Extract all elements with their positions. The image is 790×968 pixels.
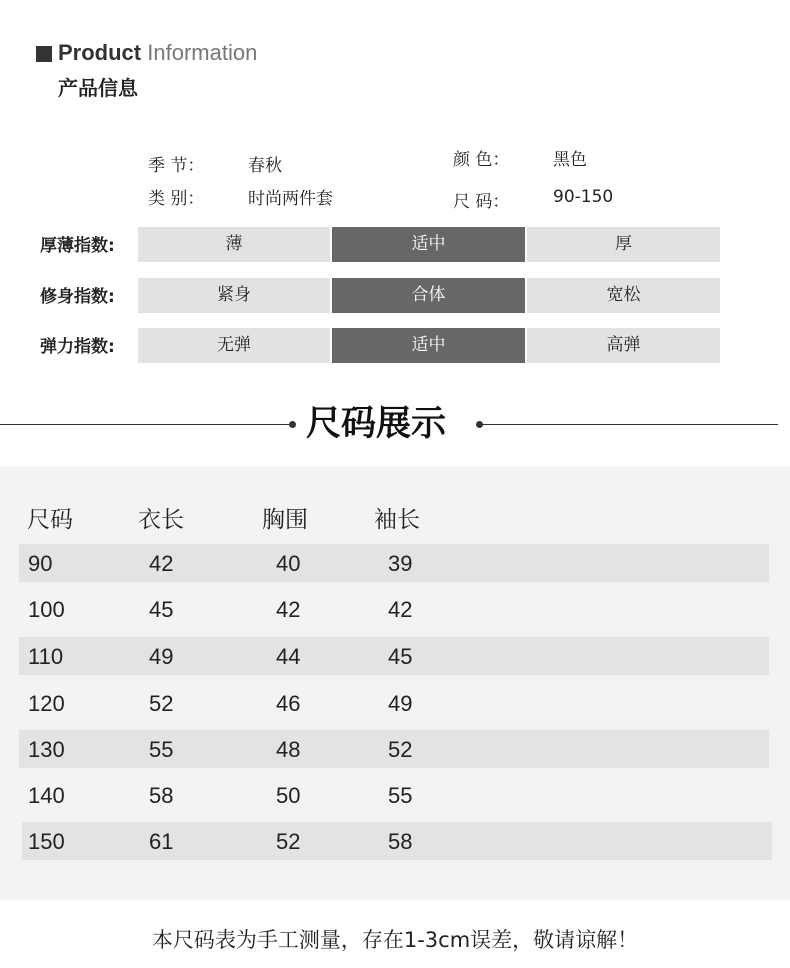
table-header-chest: 胸围 bbox=[262, 507, 308, 533]
section-rule-left bbox=[0, 424, 290, 425]
cell-length: 61 bbox=[149, 829, 174, 854]
cell-chest: 52 bbox=[276, 829, 301, 854]
cell-chest: 40 bbox=[276, 551, 301, 576]
thickness-option-thick: 厚 bbox=[527, 227, 720, 262]
category-value: 时尚两件套 bbox=[248, 189, 333, 209]
fit-index-label: 修身指数: bbox=[40, 287, 115, 307]
cell-chest: 44 bbox=[276, 644, 301, 669]
table-header-size: 尺码 bbox=[27, 507, 73, 533]
header-title-bold: Product bbox=[58, 40, 142, 65]
cell-sleeve: 58 bbox=[388, 829, 413, 854]
header-title-en bbox=[58, 40, 257, 66]
cell-length: 55 bbox=[149, 737, 174, 762]
table-row bbox=[19, 730, 769, 768]
size-value: 90-150 bbox=[553, 187, 614, 207]
cell-size: 120 bbox=[28, 691, 65, 716]
color-value: 黑色 bbox=[553, 150, 587, 170]
table-row bbox=[19, 776, 769, 814]
cell-size: 140 bbox=[28, 783, 65, 808]
cell-length: 45 bbox=[149, 597, 174, 622]
season-label: 季 节： bbox=[148, 156, 205, 176]
elasticity-option-none: 无弹 bbox=[138, 328, 330, 363]
category-label: 类 别： bbox=[148, 189, 205, 209]
cell-size: 100 bbox=[28, 597, 65, 622]
fit-option-regular: 合体 bbox=[332, 278, 525, 313]
elasticity-option-medium: 适中 bbox=[332, 328, 525, 363]
table-row bbox=[19, 684, 769, 722]
cell-sleeve: 52 bbox=[388, 737, 413, 762]
table-row bbox=[19, 544, 769, 582]
elasticity-index-label: 弹力指数: bbox=[40, 337, 115, 357]
cell-length: 58 bbox=[149, 783, 174, 808]
cell-size: 150 bbox=[28, 829, 65, 854]
header-square-icon bbox=[36, 46, 52, 62]
cell-chest: 42 bbox=[276, 597, 301, 622]
table-header-sleeve: 袖长 bbox=[374, 507, 420, 533]
table-row bbox=[19, 590, 769, 628]
cell-chest: 48 bbox=[276, 737, 301, 762]
header-title-light: Information bbox=[147, 40, 258, 65]
thickness-option-medium: 适中 bbox=[332, 227, 525, 262]
season-value: 春秋 bbox=[248, 156, 282, 176]
cell-sleeve: 45 bbox=[388, 644, 413, 669]
cell-length: 49 bbox=[149, 644, 174, 669]
cell-length: 52 bbox=[149, 691, 174, 716]
cell-sleeve: 49 bbox=[388, 691, 413, 716]
color-label: 颜 色： bbox=[453, 150, 510, 170]
cell-sleeve: 39 bbox=[388, 551, 413, 576]
cell-size: 90 bbox=[28, 551, 53, 576]
header-title-zh: 产品信息 bbox=[58, 76, 138, 100]
size-label: 尺 码： bbox=[453, 192, 510, 212]
cell-chest: 50 bbox=[276, 783, 301, 808]
cell-size: 130 bbox=[28, 737, 65, 762]
cell-length: 42 bbox=[149, 551, 174, 576]
table-row bbox=[19, 637, 769, 675]
cell-sleeve: 42 bbox=[388, 597, 413, 622]
cell-chest: 46 bbox=[276, 691, 301, 716]
thickness-option-thin: 薄 bbox=[138, 227, 330, 262]
footer-note: 本尺码表为手工测量，存在1-3cm误差，敬请谅解！ bbox=[151, 928, 639, 952]
fit-option-loose: 宽松 bbox=[527, 278, 720, 313]
thickness-index-label: 厚薄指数: bbox=[40, 236, 115, 256]
fit-option-tight: 紧身 bbox=[138, 278, 330, 313]
cell-size: 110 bbox=[28, 644, 64, 669]
table-header-length: 衣长 bbox=[138, 507, 184, 533]
section-rule-right bbox=[482, 424, 778, 425]
elasticity-option-high: 高弹 bbox=[527, 328, 720, 363]
table-row bbox=[22, 822, 772, 860]
section-dot-left-icon bbox=[289, 421, 296, 428]
cell-sleeve: 55 bbox=[388, 783, 413, 808]
section-title: 尺码展示 bbox=[306, 404, 447, 444]
